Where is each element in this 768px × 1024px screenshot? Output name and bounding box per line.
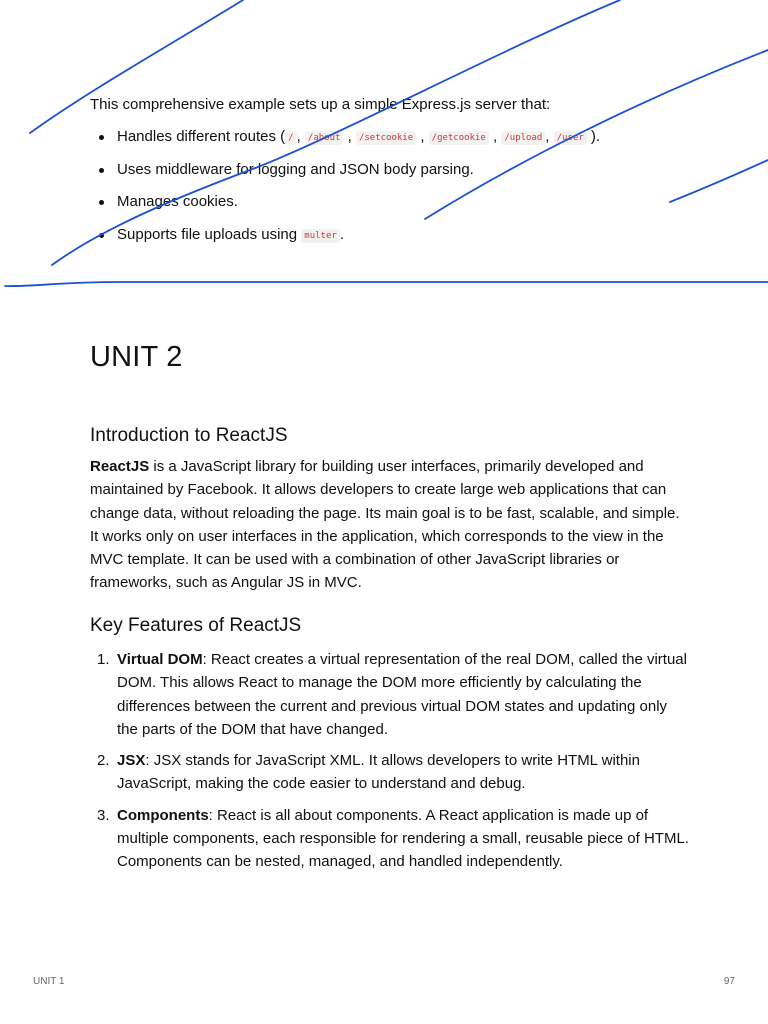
code-route-user: /user (554, 131, 587, 145)
separator: , (296, 128, 301, 145)
code-route-getcookie: /getcookie (429, 131, 489, 145)
feature-text: : React creates a virtual representation of the real DOM, called the virtual DOM. This allows React to manage the DOM more efficiently by calculating the differences between the current and previous virtual DOM states and updating only the parts of the DOM that have changed. (117, 651, 687, 738)
separator: , (347, 128, 352, 145)
list-number: 2. (97, 752, 110, 770)
list-number: 1. (97, 651, 110, 668)
express-features-list (90, 126, 710, 256)
list-item (90, 126, 710, 148)
bullet-dot (99, 233, 104, 238)
bold-term: ReactJS (90, 458, 150, 475)
code-route-about: /about (305, 131, 344, 145)
separator: , (493, 128, 498, 145)
list-number: 3. (97, 806, 110, 824)
feature-term: JSX (117, 752, 146, 770)
feature-text: : JSX stands for JavaScript XML. It allows developers to write HTML within JavaScript, making the code easier to understand and debug. (117, 752, 640, 793)
reactjs-intro-paragraph (90, 455, 685, 595)
list-item (90, 224, 710, 246)
bullet-dot (99, 168, 104, 173)
list-item (90, 159, 710, 181)
code-route-setcookie: /setcookie (356, 131, 416, 145)
section-heading-intro-reactjs: Introduction to ReactJS (90, 425, 288, 446)
page-number: 97 (723, 976, 735, 987)
intro-sentence: This comprehensive example sets up a simple Express.js server that: (90, 96, 551, 113)
key-features-list (90, 648, 690, 882)
bullet-dot (99, 200, 104, 205)
annotation-stroke (5, 282, 768, 286)
bullet-text: Manages cookies. (117, 193, 238, 210)
bullet-suffix: ). (590, 128, 601, 145)
code-multer: multer (301, 229, 340, 243)
bullet-text: Uses middleware for logging and JSON body parsing. (117, 160, 474, 178)
list-item (90, 648, 690, 741)
feature-text: : React is all about components. A React application is made up of multiple components, each responsible for rendering a small, reusable piece of HTML. Components can be nested, managed, and handled independently. (117, 806, 689, 871)
section-heading-key-features: Key Features of ReactJS (90, 615, 302, 636)
feature-term: Virtual DOM (117, 651, 203, 668)
unit-heading: UNIT 2 (90, 341, 183, 373)
footer-unit-label: UNIT 1 (33, 976, 65, 987)
bullet-text: Handles different routes ( (117, 128, 286, 145)
separator: , (545, 128, 550, 145)
paragraph-body: is a JavaScript library for building user interfaces, primarily developed and maintained by Facebook. It allows developers to create large web applications that can change data, without reloading the page. Its main goal is to be fast, scalable, and simple. It works only on user interfaces in the application, which corresponds to the view in the MVC template. It can be used with a combination of other JavaScript libraries or frameworks, such as Angular JS in MVC. (90, 458, 680, 592)
separator: , (420, 128, 425, 145)
list-item (90, 804, 690, 874)
code-route-root: / (285, 131, 296, 145)
bullet-text: Supports file uploads using (117, 225, 298, 243)
list-item (90, 749, 690, 796)
code-route-upload: /upload (501, 131, 545, 145)
bullet-dot (99, 135, 104, 140)
bullet-suffix: . (339, 225, 344, 243)
list-item (90, 191, 710, 213)
feature-term: Components (117, 806, 209, 824)
